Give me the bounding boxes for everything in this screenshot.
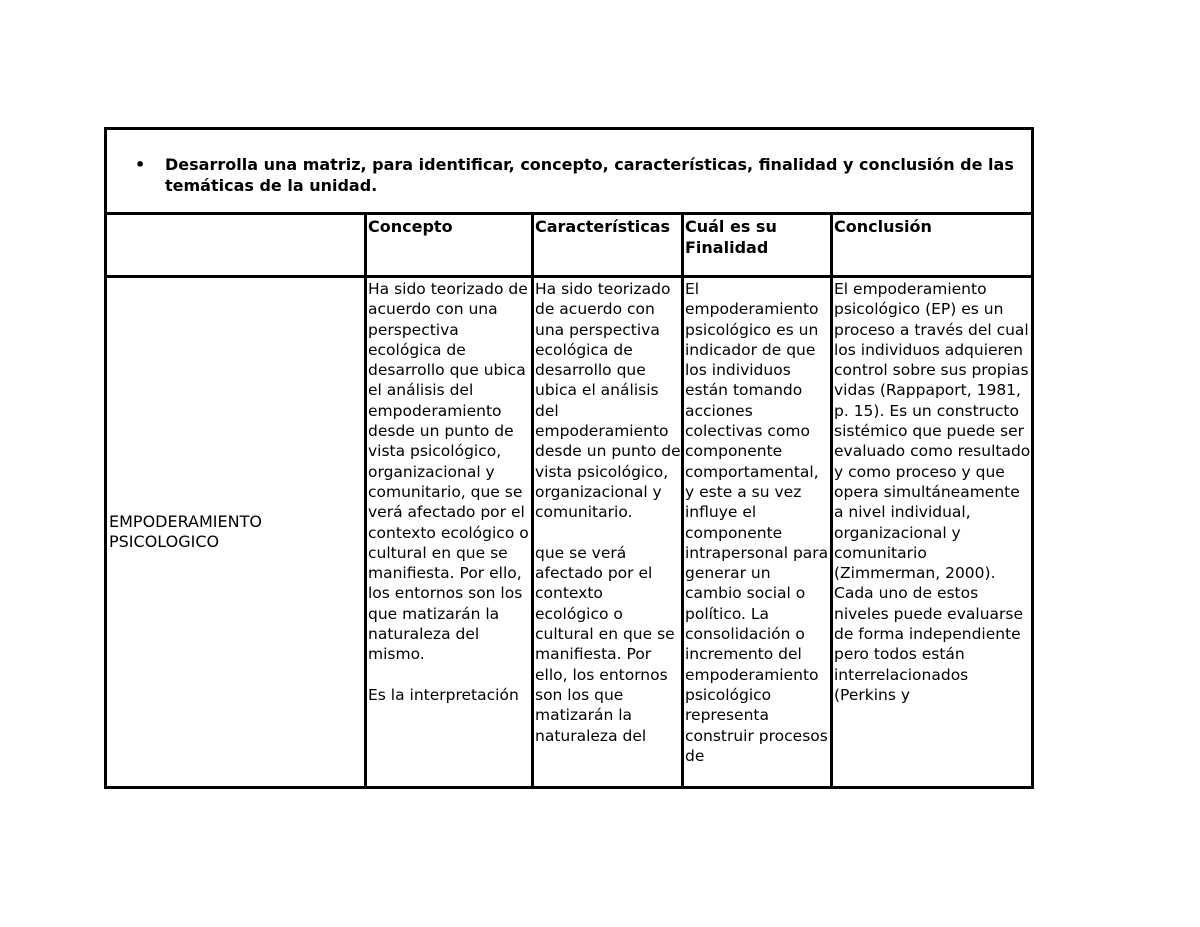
header-cell-empty: [106, 214, 366, 277]
instruction-row: [106, 129, 1033, 214]
table-row: [106, 277, 1033, 788]
column-header-finalidad: Cuál es su Finalidad: [685, 217, 777, 257]
bullet-icon: •: [135, 155, 146, 174]
row-label-cell: [106, 277, 366, 788]
finalidad-text: El empoderamiento psicológico es un indicador de que los individuos están tomando acciones colectivas como componente comportamental, y este a su vez influye el componente intrapersonal para generar un cambio social o político. La consolidación o incremento del empoderamiento psicológico representa construir procesos de: [685, 280, 834, 765]
matrix-table: [104, 127, 1034, 789]
header-cell-conclusion: [832, 214, 1033, 277]
instruction-item: [107, 130, 1031, 196]
cell-caracteristicas: [533, 277, 683, 788]
cell-conclusion: [832, 277, 1036, 788]
instruction-cell: [106, 129, 1033, 214]
header-cell-caracteristicas: [533, 214, 683, 277]
instruction-text: Desarrolla una matriz, para identificar, concepto, características, finalidad y conclusión de las temáticas de la unidad.: [165, 155, 1014, 195]
conclusion-text: El empoderamiento psicológico (EP) es un proceso a través del cual los individuos adquieren control sobre sus propias vidas (Rappaport, 1981, p. 15). Es un constructo sistémico que puede ser evaluado como resultado y como proceso y que opera simultáneamente a nivel individual, organizacional y comunitario (Zimmerman, 2000). Cada uno de estos niveles puede evaluarse de forma independiente pero todos están interrelacionados (Perkins y: [834, 280, 1036, 704]
caracteristicas-text: Ha sido teorizado de acuerdo con una perspectiva ecológica de desarrollo que ubica el análisis del empoderamiento desde un punto de vista psicológico, organizacional y comunitario. que se verá afectado por el contexto ecológico o cultural en que se manifiesta. Por ello, los entornos son los que matizarán la naturaleza del: [535, 280, 681, 745]
column-header-conclusion: Conclusión: [834, 217, 932, 236]
column-header-caracteristicas: Características: [535, 217, 671, 236]
column-header-row: [106, 214, 1033, 277]
column-header-concepto: Concepto: [368, 217, 453, 236]
cell-concepto: [366, 277, 533, 788]
header-cell-finalidad: [683, 214, 832, 277]
concepto-text: Ha sido teorizado de acuerdo con una perspectiva ecológica de desarrollo que ubica el análisis del empoderamiento desde un punto de vista psicológico, organizacional y comunitario, que se verá afectado por el contexto ecológico o cultural en que se manifiesta. Por ello, los entornos son los que matizarán la naturaleza del mismo. Es la interpretación: [368, 280, 529, 704]
header-cell-concepto: [366, 214, 533, 277]
row-label-empoderamiento: EMPODERAMIENTO PSICOLOGICO: [109, 511, 262, 551]
cell-finalidad: [683, 277, 832, 788]
